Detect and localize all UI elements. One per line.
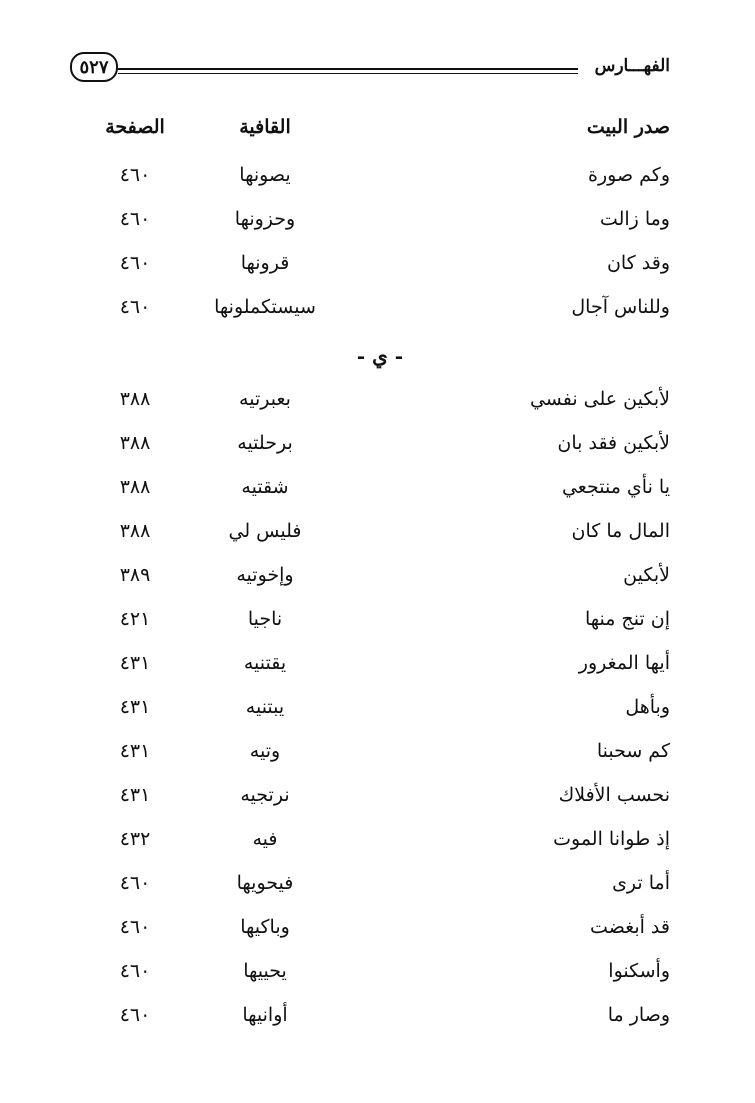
table-row — [90, 468, 670, 512]
page-number: ٥٢٧ — [70, 52, 118, 82]
table-row — [90, 908, 670, 952]
verse-opening: وقد كان — [606, 252, 670, 274]
verse-opening: نحسب الأفلاك — [558, 784, 670, 806]
rhyme-word: يبتنيه — [245, 696, 285, 718]
table-row — [90, 556, 670, 600]
verse-opening: وبأهل — [625, 696, 670, 718]
table-row — [90, 244, 670, 288]
verse-opening: يا نأي منتجعي — [561, 476, 670, 498]
rhyme-word: برحلتيه — [237, 432, 293, 454]
rhyme-word: يصونها — [239, 164, 291, 186]
table-row — [90, 688, 670, 732]
table-row — [90, 996, 670, 1040]
header-rule — [118, 68, 578, 70]
rhyme-word: فليس لي — [228, 520, 302, 542]
page-header — [70, 50, 670, 90]
verse-opening: لأبكين فقد بان — [557, 432, 670, 454]
page-reference: ٤٣٢ — [119, 828, 151, 850]
verse-opening: إن تنج منها — [584, 608, 670, 630]
verse-opening: المال ما كان — [571, 520, 670, 542]
page-reference: ٤٦٠ — [119, 960, 151, 982]
table-row — [90, 952, 670, 996]
rhyme-word: نرتجيه — [240, 784, 290, 806]
verse-opening: إذ طوانا الموت — [553, 828, 670, 850]
table-row — [90, 288, 670, 332]
rhyme-word: بعبرتيه — [239, 388, 291, 410]
rhyme-word: شقتيه — [241, 476, 289, 498]
rhyme-word: وإخوتيه — [236, 564, 294, 586]
page-reference: ٤٦٠ — [119, 1004, 151, 1026]
entries-group-before — [90, 156, 670, 332]
page-reference: ٤٦٠ — [119, 296, 151, 318]
page-reference: ٤٣١ — [119, 652, 151, 674]
rhyme-word: وحزونها — [234, 208, 296, 230]
page-reference: ٤٦٠ — [119, 252, 151, 274]
page-reference: ٤٦٠ — [119, 916, 151, 938]
rhyme-word: ناجيا — [247, 608, 283, 630]
column-header-verse: صدر البيت — [586, 116, 670, 138]
verse-opening: أيها المغرور — [578, 652, 670, 674]
rhyme-word: يقتنيه — [243, 652, 287, 674]
table-row — [90, 424, 670, 468]
verse-opening: وكم صورة — [588, 164, 670, 186]
table-row — [90, 776, 670, 820]
index-table — [90, 108, 670, 1040]
page-reference: ٤٦٠ — [119, 164, 151, 186]
rhyme-word: قرونها — [240, 252, 290, 274]
entries-group-ya — [90, 380, 670, 1040]
verse-opening: أما ترى — [612, 872, 670, 894]
rhyme-word: أوانيها — [242, 1004, 288, 1026]
page-reference: ٣٨٨ — [119, 432, 151, 454]
verse-opening: وصار ما — [607, 1004, 670, 1026]
section-letter-ya: - ي - — [356, 344, 404, 368]
running-title: الفهـــارس — [594, 56, 670, 76]
page-reference: ٣٨٨ — [119, 476, 151, 498]
rhyme-word: فيحويها — [236, 872, 294, 894]
page-reference: ٤٣١ — [119, 696, 151, 718]
table-row — [90, 380, 670, 424]
rhyme-word: فيه — [252, 828, 278, 850]
verse-opening: وما زالت — [599, 208, 670, 230]
table-row — [90, 820, 670, 864]
page-reference: ٣٨٩ — [119, 564, 151, 586]
rhyme-word: يحييها — [243, 960, 287, 982]
table-row — [90, 200, 670, 244]
column-header-rhyme: القافية — [239, 116, 291, 138]
page-reference: ٣٨٨ — [119, 388, 151, 410]
column-headers — [90, 108, 670, 156]
verse-opening: لأبكين — [623, 564, 670, 586]
page-reference: ٤٣١ — [119, 784, 151, 806]
rhyme-word: وتيه — [249, 740, 281, 762]
page-reference: ٤٢١ — [119, 608, 151, 630]
verse-opening: وللناس آجال — [571, 296, 670, 318]
page-reference: ٣٨٨ — [119, 520, 151, 542]
table-row — [90, 600, 670, 644]
table-row — [90, 156, 670, 200]
table-row — [90, 512, 670, 556]
page-reference: ٤٦٠ — [119, 208, 151, 230]
rhyme-word: وباكيها — [240, 916, 290, 938]
rhyme-word: سيستكملونها — [214, 296, 316, 318]
column-header-page: الصفحة — [105, 116, 165, 138]
page-reference: ٤٦٠ — [119, 872, 151, 894]
verse-opening: وأسكنوا — [608, 960, 670, 982]
table-row — [90, 644, 670, 688]
verse-opening: قد أبغضت — [590, 916, 670, 938]
verse-opening: لأبكين على نفسي — [529, 388, 670, 410]
verse-opening: كم سحبنا — [596, 740, 670, 762]
page-reference: ٤٣١ — [119, 740, 151, 762]
table-row — [90, 732, 670, 776]
table-row — [90, 864, 670, 908]
